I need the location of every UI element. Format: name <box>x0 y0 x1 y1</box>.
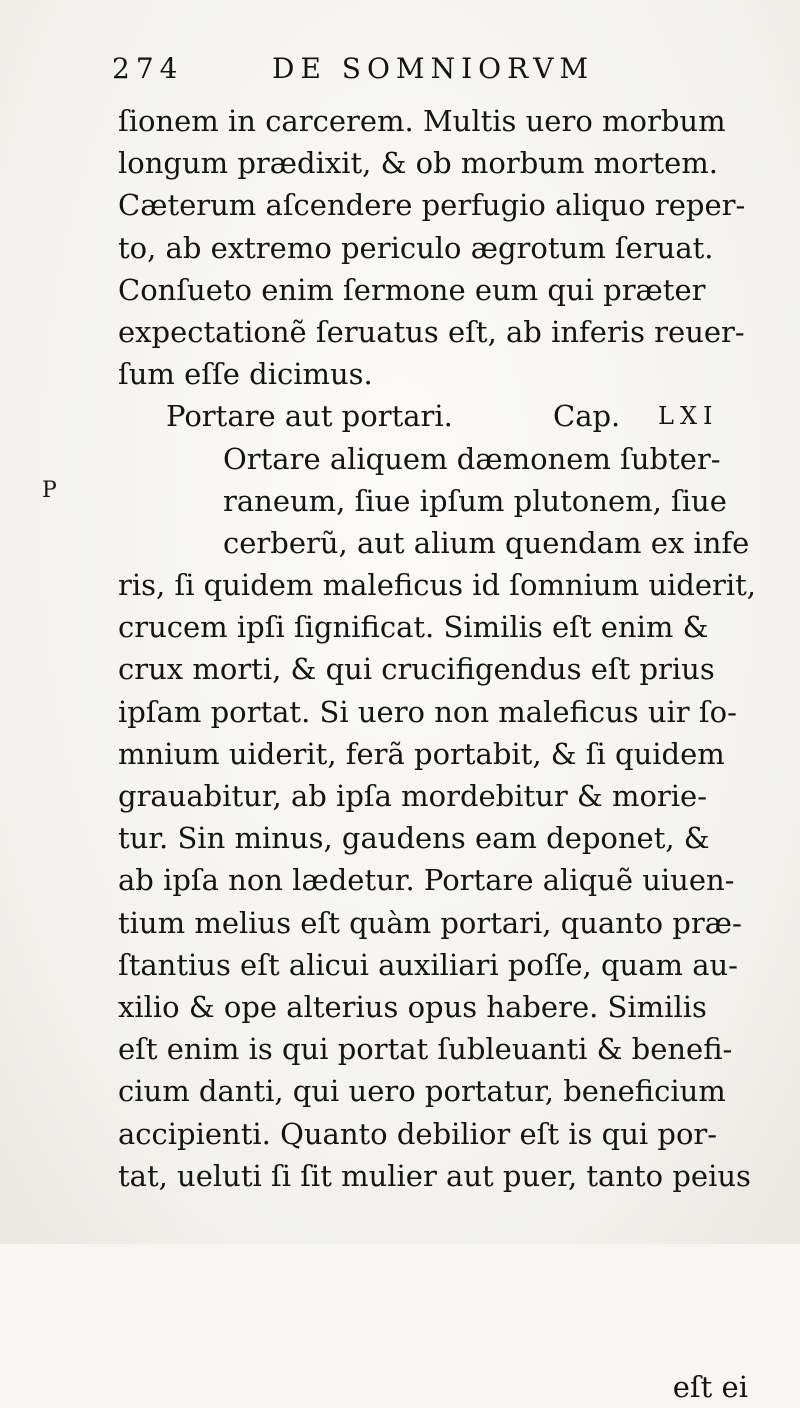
text-line: cium danti, qui uero portatur, beneficium <box>118 1074 726 1109</box>
text-line <box>118 1239 748 1281</box>
running-title: DE SOMNIORVM <box>272 52 595 85</box>
text-line: cerberũ, aut alium quendam ex infe <box>223 525 750 560</box>
text-line: accipienti. Quanto debilior eſt is qui por- <box>118 1116 718 1151</box>
text-line <box>118 1281 748 1323</box>
text-line: ſtantius eſt alicui auxiliari poſſe, quam au- <box>118 947 738 982</box>
chapter-cap-label: Cap. <box>553 399 621 434</box>
text-line: ab ipſa non lædetur. Portare aliquẽ uiuen- <box>118 863 735 898</box>
text-line: ris, ſi quidem maleficus id ſomnium uiderit, <box>118 568 757 603</box>
chapter-title: Portare aut portari. <box>166 399 453 434</box>
text-line: longum prædixit, & ob morbum mortem. <box>118 146 719 181</box>
text-line: tur. Sin minus, gaudens eam deponet, & <box>118 821 710 856</box>
text-line: tium melius eſt quàm portari, quanto præ- <box>118 905 742 940</box>
text-line: ſum eſſe dicimus. <box>118 357 373 392</box>
chapter-heading <box>118 395 748 437</box>
text-line: Conſueto enim ſermone eum qui præter <box>118 272 706 307</box>
text-line: raneum, ſiue ipſum plutonem, ſiue <box>223 483 727 518</box>
text-line <box>118 1197 748 1239</box>
text-line: grauabitur, ab ipſa mordebitur & morie- <box>118 779 708 813</box>
body-text <box>118 100 757 1408</box>
text-line: ipſam portat. Si uero non maleficus uir ſo- <box>118 694 737 729</box>
text-line: mnium uiderit, ferã portabit, & ſi quidem <box>118 736 725 771</box>
text-line: Ortare aliquem dæmonem ſubter- <box>223 441 721 476</box>
catchword: eſt ei <box>672 1369 748 1404</box>
text-line: eſt enim is qui portat ſubleuanti & benefi- <box>118 1032 733 1067</box>
chapter-number: LXI <box>658 402 719 431</box>
text-line: crux morti, & qui crucifigendus eſt prius <box>118 652 715 687</box>
text-line <box>118 1323 748 1365</box>
text-line: tat, ueluti ſi ſit mulier aut puer, tanto peius <box>118 1158 751 1193</box>
text-line: expectationẽ ſeruatus eſt, ab inferis reuer- <box>118 314 745 349</box>
text-line: crucem ipſi ſignificat. Similis eſt enim & <box>118 610 709 645</box>
page-number: 274 <box>112 52 184 85</box>
text-line: to, ab extremo periculo ægrotum ſeruat. <box>118 230 714 265</box>
text-line: Cæterum aſcendere perfugio aliquo reper- <box>118 188 746 223</box>
running-header <box>112 52 672 96</box>
text-line: ſionem in carcerem. Multis uero morbum <box>118 104 726 138</box>
text-line: xilio & ope alterius opus habere. Similis <box>118 989 707 1024</box>
drop-initial-guide-letter: P <box>42 478 59 503</box>
